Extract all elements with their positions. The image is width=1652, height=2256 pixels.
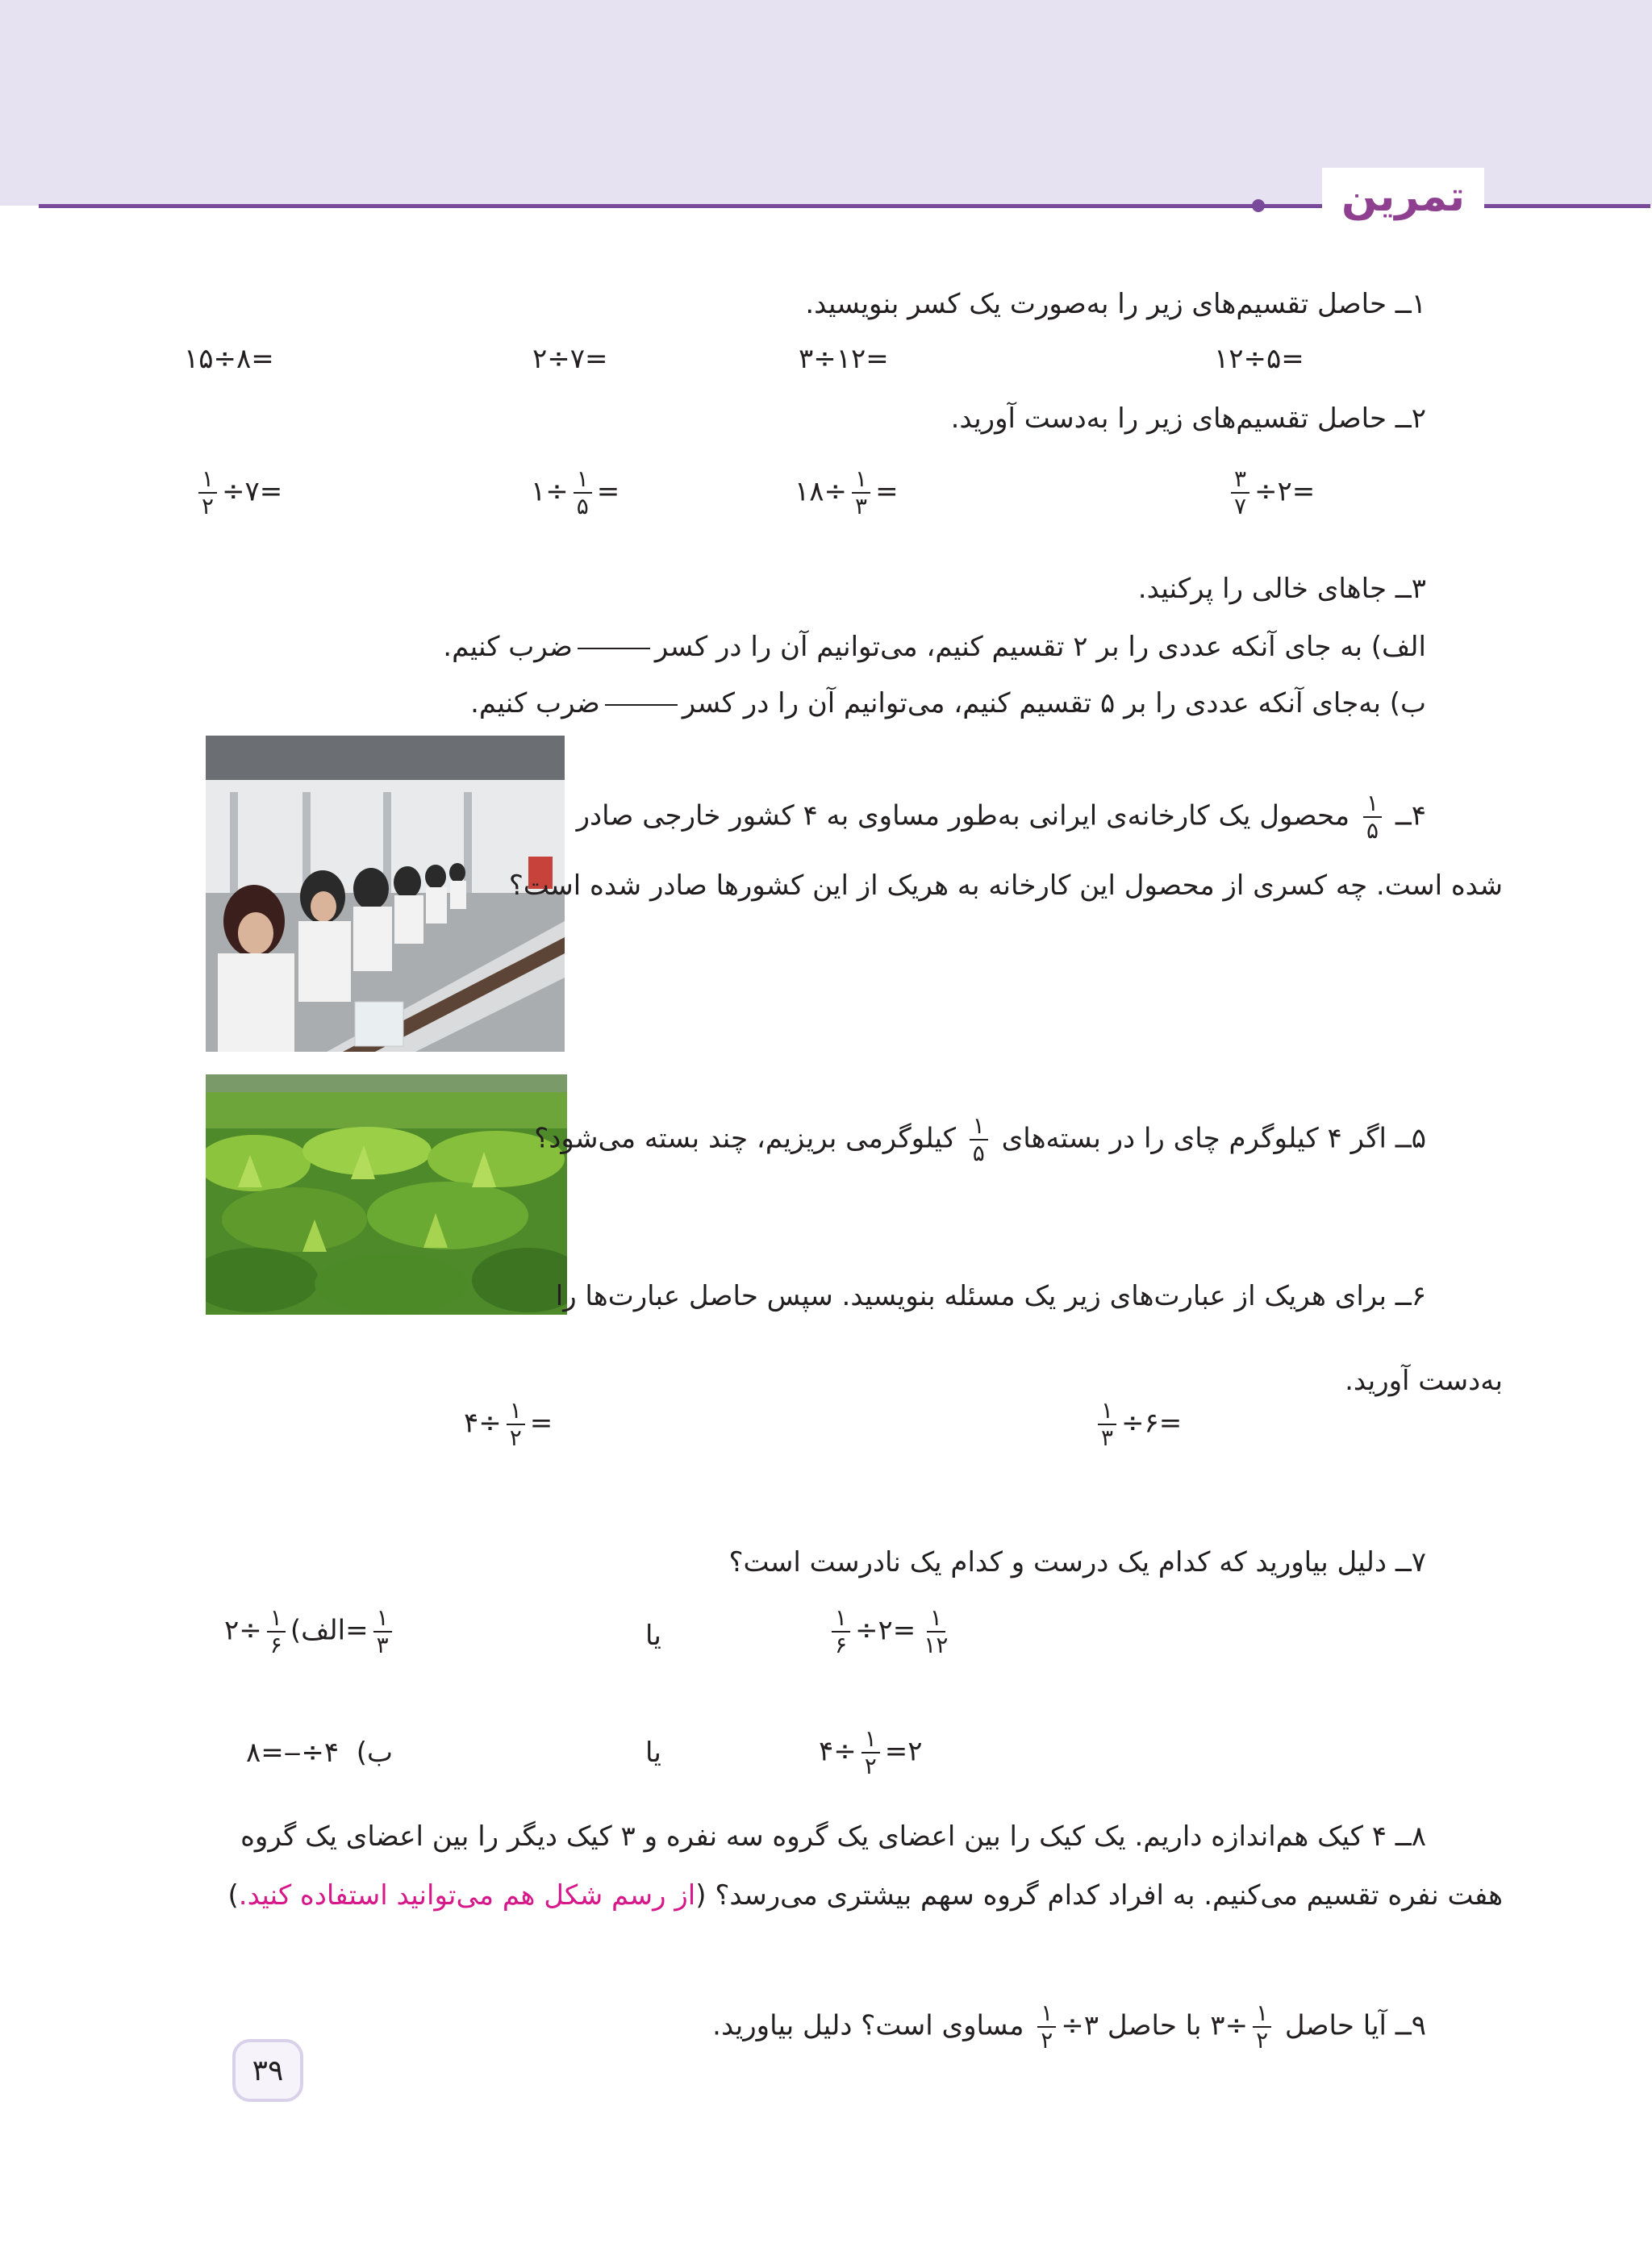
q2-e3-fraction: $\frac{۱}{۵}$ [574,468,592,518]
q7-b-or: یا [645,1737,661,1769]
q6-e1-fraction: $\frac{۱}{۳}$ [1098,1399,1116,1449]
q6-line-2: به‌دست آورید. [1345,1365,1503,1397]
q7-a-or: یا [645,1620,661,1652]
rule-dot-left [1252,199,1265,212]
q2-expr-4: $\frac{۱}{۲}$ ÷۷= [194,468,282,518]
question-9: ۹ــ آیا حاصل $\frac{۱}{۲}$ ÷۳ با حاصل ۳÷ $\frac{۱}{۲}$ مساوی است؟ دلیل بیاورید. [712,2000,1426,2054]
question-1: ۱ــ حاصل تقسیم‌های زیر را به‌صورت یک کسر بنویسید. [805,288,1426,320]
q2-expr-1: $\frac{۳}{۷}$ ÷۲= [1226,468,1315,518]
q7-a-left-frac-1: $\frac{۱}{۶}$ [267,1607,286,1657]
q1-item-1: ۱۲÷۵= [1214,343,1304,375]
q2-expr-2: ۱۸÷ $\frac{۱}{۳}$ = [795,465,899,519]
page-number: ۳۹ [232,2039,303,2102]
q6-expr-1: $\frac{۱}{۳}$ ÷۶= [1093,1399,1182,1449]
q9-fraction-2: $\frac{۱}{۲}$ [1037,2002,1056,2052]
question-3: ۳ــ جاهای خالی را پرکنید. [1137,573,1426,605]
question-5: ۵ــ اگر ۴ کیلوگرم چای را در بسته‌های $\frac{۱}{۵}$ کیلوگرمی بریزیم، چند بسته می‌شود؟ [534,1112,1426,1166]
q4-line-2: شده است. چه کسری از محصول این کارخانه به هریک از این کشورها صادر شده است؟ [508,869,1503,902]
q2-e4-fraction: $\frac{۱}{۲}$ [198,468,217,518]
q1-item-4: ۱۵÷۸= [184,343,274,375]
question-2: ۲ــ حاصل تقسیم‌های زیر را به‌دست آورید. [950,402,1426,435]
q7-b-right-expr: ۴÷ $\frac{۱}{۲}$ =۲ [819,1725,923,1779]
q5-fraction: $\frac{۱}{۵}$ [970,1115,988,1165]
q3-b-blank [605,704,678,706]
q3-part-b: ب) به‌جای آنکه عددی را بر ۵ تقسیم کنیم، می‌توانیم آن را در کسرضرب کنیم. [470,687,1426,719]
q6-line-1: ۶ــ برای هریک از عبارت‌های زیر یک مسئله بنویسید. سپس حاصل عبارت‌ها را [555,1280,1426,1312]
q9-fraction-1: $\frac{۱}{۲}$ [1253,2002,1271,2052]
q8-hint: از رسم شکل هم می‌توانید استفاده کنید. [238,1879,696,1912]
q7-b-right-frac: $\frac{۱}{۲}$ [861,1728,880,1778]
q7-a-left-frac-2: $\frac{۱}{۳}$ [373,1607,392,1657]
q8-line-1: ۸ــ ۴ کیک هم‌اندازه داریم. یک کیک را بین اعضای یک گروه سه نفره و ۳ کیک دیگر را بین اعضای یک گروه [240,1820,1426,1853]
q1-item-2: ۳÷۱۲= [799,343,889,375]
q7-a-right-frac-2: $\frac{۱}{۱۲}$ [924,1604,949,1658]
q7-b-left-expr: ب) ۴÷‒=۸ [246,1737,394,1769]
q7-a-right-frac-1: $\frac{۱}{۶}$ [832,1607,850,1657]
section-title: تمرین [1322,168,1484,227]
q2-e1-fraction: $\frac{۳}{۷}$ [1231,468,1249,518]
q1-item-3: ۲÷۷= [532,343,608,375]
q7-a-label: الف) [290,1614,346,1647]
q2-expr-3: ۱÷ $\frac{۱}{۵}$ = [531,465,620,519]
q7-a-left-expr: الف) $\frac{۱}{۶}$ ÷۲= $\frac{۱}{۳}$ [224,1607,397,1657]
q3-part-a: الف) به جای آنکه عددی را بر ۲ تقسیم کنیم، می‌توانیم آن را در کسرضرب کنیم. [443,631,1426,663]
q2-e2-fraction: $\frac{۱}{۳}$ [852,468,870,518]
q7-b-label: ب) [356,1737,394,1769]
q4-fraction: $\frac{۱}{۵}$ [1363,792,1382,842]
q8-line-2: هفت نفره تقسیم می‌کنیم. به افراد کدام گروه سهم بیشتری می‌رسد؟ (از رسم شکل هم می‌توانید استفاده کنید.) [227,1879,1503,1912]
q7-a-right-expr: $\frac{۱}{۶}$ ÷۲= $\frac{۱}{۱۲}$ [827,1607,956,1657]
q4-line-1: ۴ــ $\frac{۱}{۵}$ محصول یک کارخانه‌ی ایرانی به‌طور مساوی به ۴ کشور خارجی صادر [576,790,1426,844]
tea-plantation-photo [206,1074,567,1315]
q6-e2-fraction: $\frac{۱}{۲}$ [507,1399,525,1449]
q3-a-blank [578,648,650,649]
question-7: ۷ــ دلیل بیاورید که کدام یک درست و کدام یک نادرست است؟ [728,1546,1426,1578]
q6-expr-2: ۴÷ $\frac{۱}{۲}$ = [464,1397,553,1451]
